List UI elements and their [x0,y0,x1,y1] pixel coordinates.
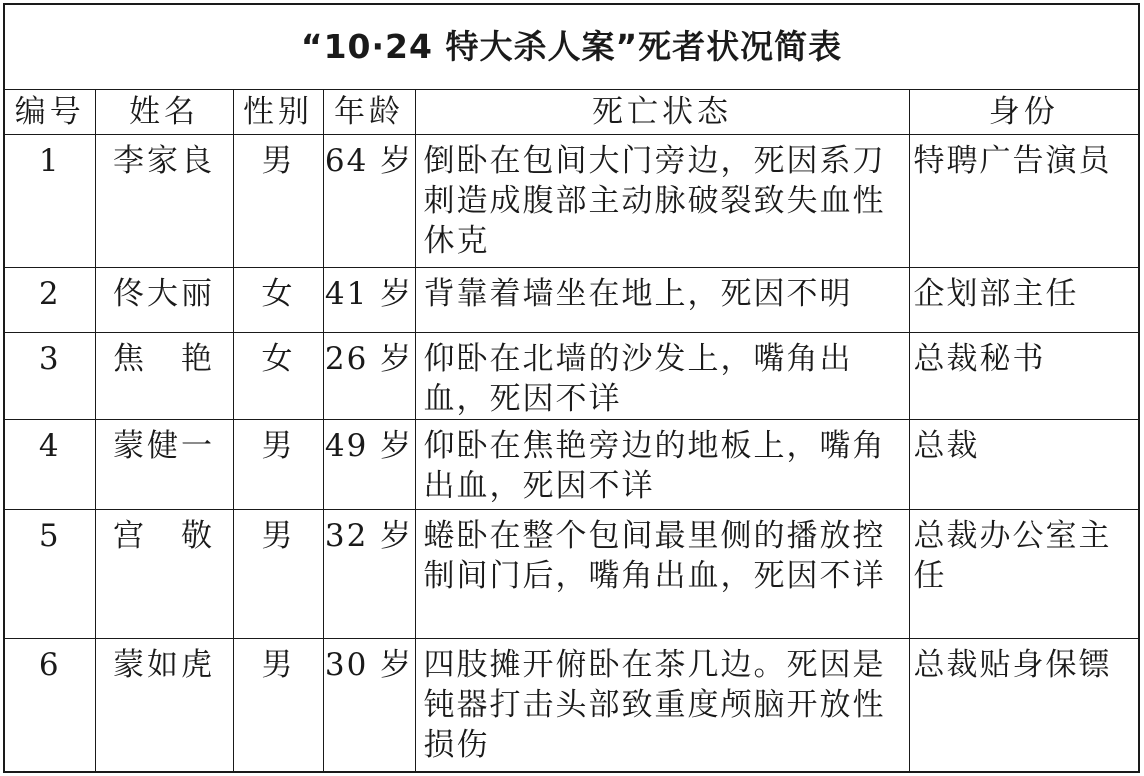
cell-gender: 男 [233,638,323,771]
cell-gender: 女 [233,333,323,420]
cell-name: 佟大丽 [95,268,233,333]
cell-no: 3 [5,333,95,420]
cell-age: 64 岁 [323,135,415,268]
cell-gender: 男 [233,509,323,638]
table-row [5,420,1138,509]
cell-role: 企划部主任 [909,268,1138,333]
cell-gender: 女 [233,268,323,333]
victim-status-table-sheet [3,3,1140,773]
cell-age: 30 岁 [323,638,415,771]
cell-state: 蜷卧在整个包间最里侧的播放控制间门后，嘴角出血，死因不详 [415,509,909,638]
cell-state: 四肢摊开俯卧在茶几边。死因是钝器打击头部致重度颅脑开放性损伤 [415,638,909,771]
header-row [5,90,1138,135]
header-no: 编号 [5,90,95,135]
cell-gender: 男 [233,420,323,509]
cell-name: 宫 敬 [95,509,233,638]
cell-name: 蒙健一 [95,420,233,509]
cell-role: 总裁 [909,420,1138,509]
cell-no: 6 [5,638,95,771]
table-row [5,638,1138,771]
table-row [5,333,1138,420]
table-row [5,509,1138,638]
cell-role: 总裁贴身保镖 [909,638,1138,771]
table-row [5,135,1138,268]
cell-no: 5 [5,509,95,638]
table-row [5,268,1138,333]
cell-age: 26 岁 [323,333,415,420]
cell-role: 总裁秘书 [909,333,1138,420]
header-state: 死亡状态 [415,90,909,135]
cell-state: 仰卧在焦艳旁边的地板上，嘴角出血，死因不详 [415,420,909,509]
cell-state: 背靠着墙坐在地上，死因不明 [415,268,909,333]
cell-age: 41 岁 [323,268,415,333]
cell-state: 倒卧在包间大门旁边，死因系刀刺造成腹部主动脉破裂致失血性休克 [415,135,909,268]
cell-age: 32 岁 [323,509,415,638]
cell-gender: 男 [233,135,323,268]
cell-role: 总裁办公室主任 [909,509,1138,638]
victim-status-table [5,5,1138,771]
header-role: 身份 [909,90,1138,135]
cell-name: 蒙如虎 [95,638,233,771]
cell-role: 特聘广告演员 [909,135,1138,268]
header-age: 年龄 [323,90,415,135]
cell-state: 仰卧在北墙的沙发上，嘴角出血，死因不详 [415,333,909,420]
table-title: “10·24 特大杀人案”死者状况简表 [5,5,1138,90]
cell-no: 4 [5,420,95,509]
header-gender: 性别 [233,90,323,135]
cell-no: 1 [5,135,95,268]
cell-name: 焦 艳 [95,333,233,420]
cell-name: 李家良 [95,135,233,268]
header-name: 姓名 [95,90,233,135]
cell-age: 49 岁 [323,420,415,509]
cell-no: 2 [5,268,95,333]
